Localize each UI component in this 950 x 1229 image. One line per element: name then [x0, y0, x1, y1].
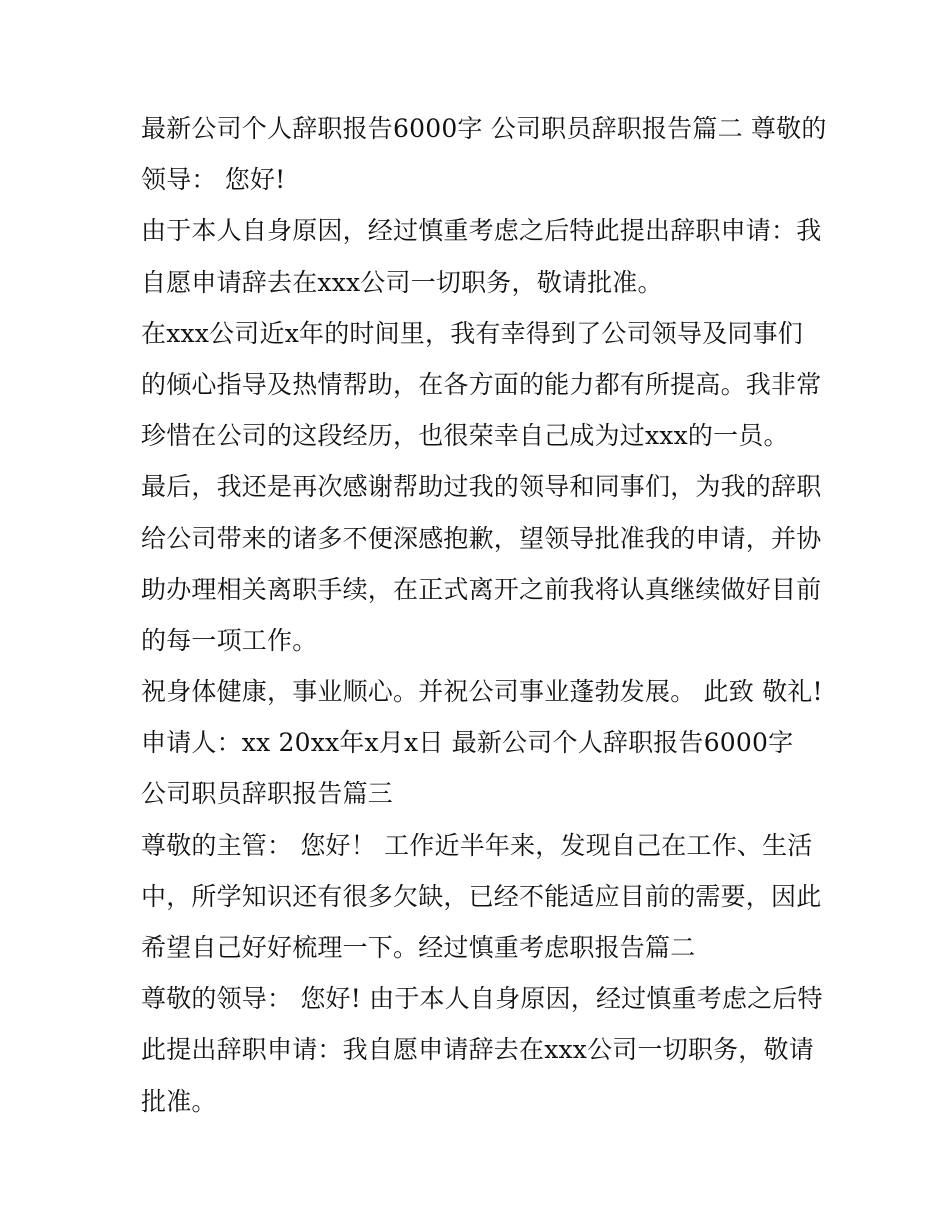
text-line: 领导： 您好! [141, 165, 286, 195]
text-line: 祝身体健康，事业顺心。并祝公司事业蓬勃发展。 此致 敬礼! [141, 677, 823, 707]
text-line: 最后，我还是再次感谢帮助过我的领导和同事们，为我的辞职 [141, 472, 822, 502]
text-line: 的每一项工作。 [141, 625, 318, 655]
text-line: 的倾心指导及热情帮助，在各方面的能力都有所提高。我非常 [141, 369, 822, 399]
text-line: 此提出辞职申请：我自愿申请辞去在xxx公司一切职务，敬请 [141, 1035, 814, 1065]
text-line: 中，所学知识还有很多欠缺，已经不能适应目前的需要，因此 [141, 881, 822, 911]
text-line: 由于本人自身原因，经过慎重考虑之后特此提出辞职申请：我 [141, 216, 822, 246]
text-line: 在xxx公司近x年的时间里，我有幸得到了公司领导及同事们 [141, 318, 803, 348]
text-line: 批准。 [141, 1086, 217, 1116]
document-body [141, 103, 827, 1127]
text-line: 给公司带来的诸多不便深感抱歉，望领导批准我的申请，并协 [141, 523, 822, 553]
text-line: 尊敬的主管： 您好！ 工作近半年来，发现自己在工作、生活 [141, 830, 813, 860]
text-line: 自愿申请辞去在xxx公司一切职务，敬请批准。 [141, 267, 663, 297]
text-line: 申请人：xx 20xx年x月x日 最新公司个人辞职报告6000字 [141, 728, 794, 758]
text-line: 助办理相关离职手续，在正式离开之前我将认真继续做好目前 [141, 574, 822, 604]
text-line: 希望自己好好梳理一下。经过慎重考虑职报告篇二 [141, 933, 696, 962]
text-line: 公司职员辞职报告篇三 [141, 779, 394, 809]
text-line: 最新公司个人辞职报告6000字 公司职员辞职报告篇二 尊敬的 [141, 114, 827, 143]
text-line: 尊敬的领导： 您好! 由于本人自身原因，经过慎重考虑之后特 [141, 984, 823, 1014]
text-line: 珍惜在公司的这段经历，也很荣幸自己成为过xxx的一员。 [141, 421, 789, 451]
